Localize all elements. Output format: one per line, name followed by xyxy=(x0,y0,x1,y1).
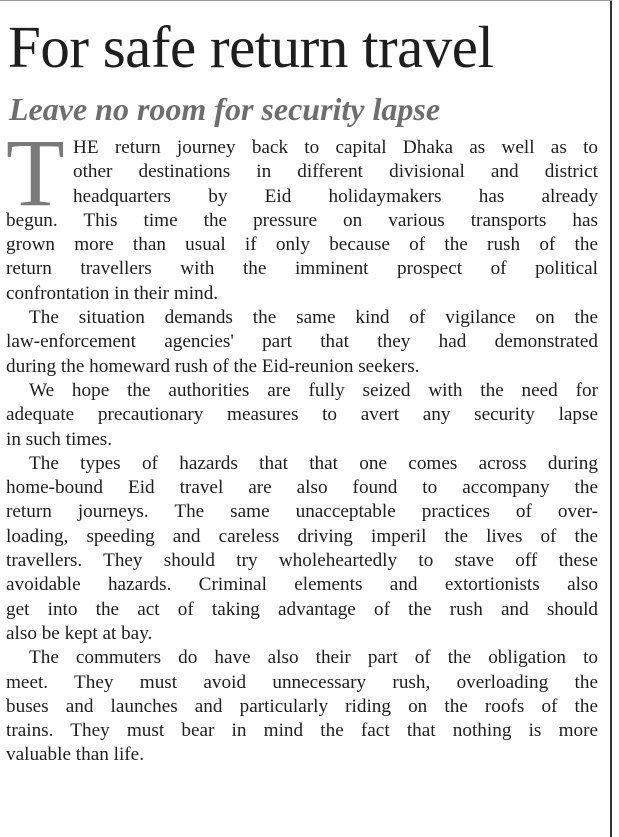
text-line: begun. This time the pressure on various transports has xyxy=(6,209,598,231)
text-line: headquarters by Eid holidaymakers has already xyxy=(73,185,598,207)
text-line: The situation demands the same kind of vigilance on the xyxy=(29,307,598,329)
text-line: during the homeward rush of the Eid-reunion seekers. xyxy=(6,355,420,377)
paragraph xyxy=(6,452,598,646)
top-rule xyxy=(0,0,612,1)
text-line: grown more than usual if only because of the rush of the xyxy=(6,234,598,256)
paragraph xyxy=(6,379,598,452)
paragraph xyxy=(6,646,598,767)
text-line: trains. They must bear in mind the fact that nothing is more xyxy=(6,720,598,742)
text-line: adequate precautionary measures to avert any security lapse xyxy=(6,404,598,426)
text-line: The types of hazards that that one comes across during xyxy=(29,452,598,474)
text-line: home-bound Eid travel are also found to accompany the xyxy=(6,477,598,499)
text-line: meet. They must avoid unnecessary rush, overloading the xyxy=(6,671,598,693)
text-line: get into the act of taking advantage of the rush and should xyxy=(6,598,598,620)
text-line: confrontation in their mind. xyxy=(6,282,219,304)
paragraph xyxy=(6,306,598,379)
text-line: buses and launches and particularly riding on the roofs of the xyxy=(6,695,598,717)
text-line: loading, speeding and careless driving imperil the lives of the xyxy=(6,525,598,547)
text-line: return travellers with the imminent prospect of political xyxy=(6,258,598,280)
text-line: valuable than life. xyxy=(6,744,144,766)
text-line: also be kept at bay. xyxy=(6,622,153,644)
text-line: HE return journey back to capital Dhaka as well as to xyxy=(73,137,598,158)
text-line: The commuters do have also their part of the obligation to xyxy=(29,647,598,669)
text-line: in such times. xyxy=(6,428,113,450)
text-line: travellers. They should try wholeheartedly to stave off these xyxy=(6,550,598,572)
headline: For safe return travel xyxy=(8,14,494,80)
text-line: other destinations in different divisional and district xyxy=(73,161,598,183)
text-line: We hope the authorities are fully seized with the need for xyxy=(29,379,598,401)
subheadline: Leave no room for security lapse xyxy=(9,91,441,127)
text-line: law-enforcement agencies' part that they had demonstrated xyxy=(6,331,598,353)
text-line: avoidable hazards. Criminal elements and extortionists also xyxy=(6,574,598,596)
drop-cap: T xyxy=(6,119,65,226)
paragraph xyxy=(6,119,598,306)
text-line: return journeys. The same unacceptable practices of over- xyxy=(6,501,598,523)
article-body xyxy=(6,119,598,768)
